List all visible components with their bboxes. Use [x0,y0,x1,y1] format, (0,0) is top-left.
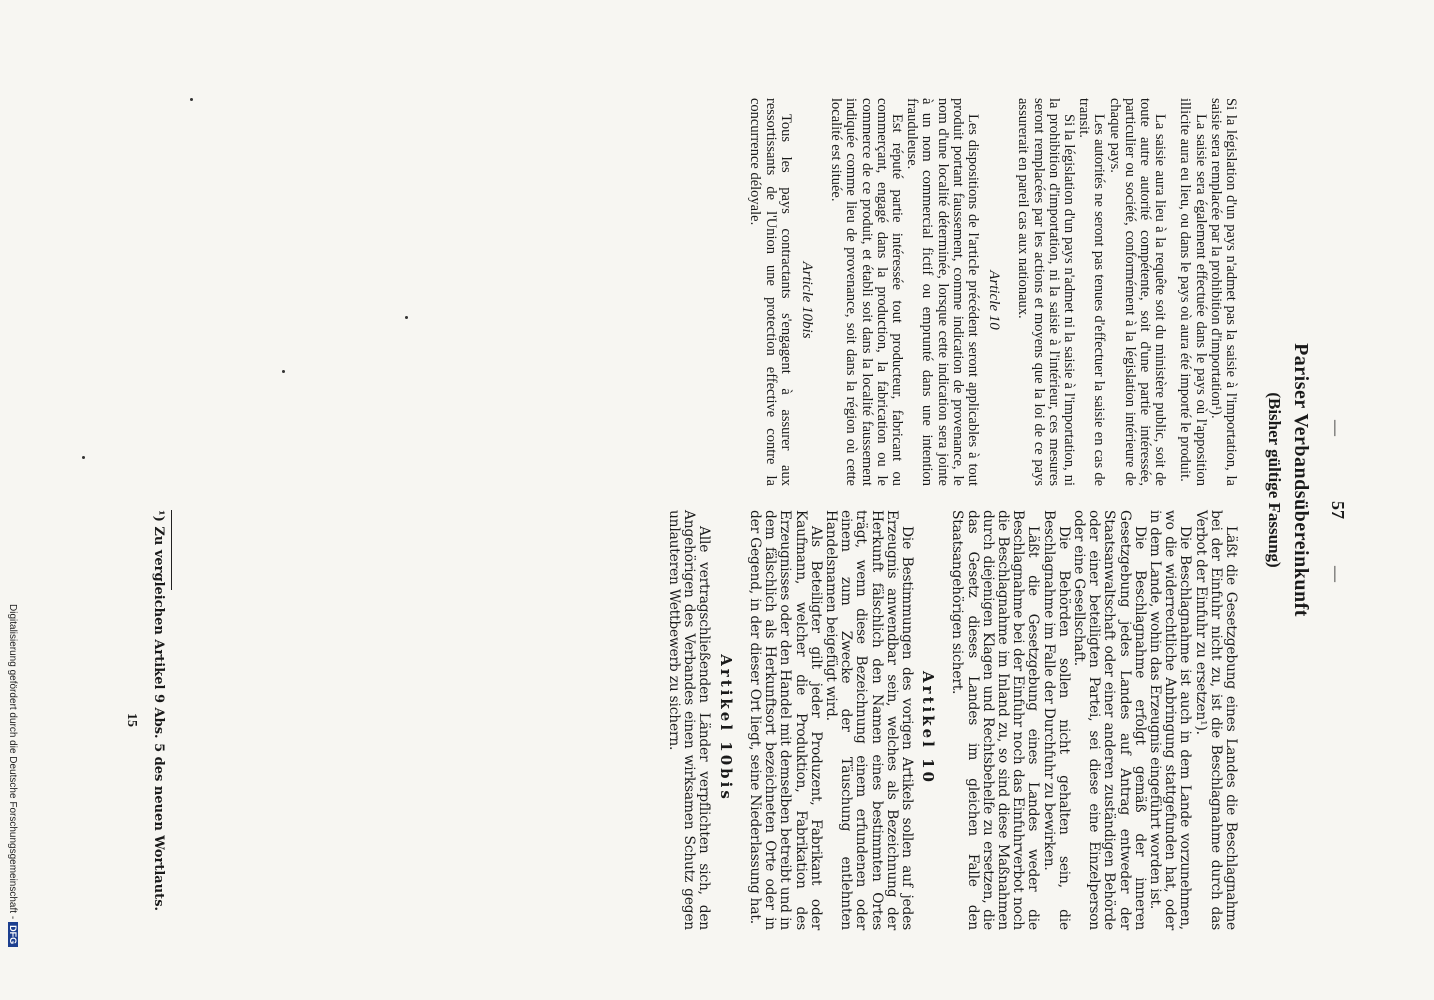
footnote-rule [171,510,172,590]
page-number: 57 [1328,501,1348,519]
de-art10-heading: Artikel 10 [919,671,938,785]
french-column [747,98,1238,486]
de-art10-p1: Die Bestimmungen des vorigen Artikels sollen auf jedes Erzeugnis anwendbar sein, welches als Bezeichnung der Herkunft fälschlich den Namen eines bestimmten Ortes trägt, wenn diese Bezeichnung einem erfundenen oder einem zum Zwecke der Täuschung entlehnten Handelsnamen beigefügt wird. [822,510,915,930]
de-art10bis-p1: Alle vertragschließenden Länder verpflichten sich, den Angehörigen des Verbandes einen wirksamen Schutz gegen unlauteren Wettbewerb zu sichern. [666,510,713,930]
de-intro-p3: Die Beschlagnahme erfolgt gemäß der inneren Gesetzgebung jedes Landes auf Antrag entweder der Staatsanwaltschaft oder einer anderen zuständigen Behörde oder einer beteiligten Partei, sei diese eine Einzelperson oder eine Gesellschaft. [1070,510,1148,930]
german-column [666,510,1238,930]
fr-art10bis-heading: Article 10bis [798,261,815,339]
de-art10bis-heading: Artikel 10bis [716,654,735,802]
de-intro-p4: Die Behörden sollen nicht gehalten sein, die Beschlagnahme im Falle der Durchfuhr zu bewirken. [1040,510,1072,930]
de-intro-p5: Läßt die Gesetzgebung eines Landes weder die Beschlagnahme bei der Einfuhr noch das Einfuhrverbot noch die Beschlagnahme im Inland zu, so sind diese Maßnahmen durch diejenigen Klagen und Rechtsbehelfe zu ersetzen, die das Gesetz dieses Landes im gleichen Falle den Staatsangehörigen sichert. [949,510,1042,930]
fr-intro-p5: Si la législation d'un pays n'admet ni la saisie à l'importation, ni la prohibition d'importation, ni la saisie à l'intérieur, ces mesures seront remplacées par les actions et moyens que la loi de ce pays assurerait en pareil cas aux nationaux. [1015,98,1077,486]
header-dash-right: — [1327,566,1344,582]
header-dash-left: — [1327,420,1344,436]
de-art10-p2: Als Beteiligter gilt jeder Produzent, Fabrikant oder Kaufmann, welcher die Produktion, Fabrikation des Erzeugnisses oder den Handel mit demselben betreibt und in dem fälschlich als Herkunftsort bezeichneten Orte oder in der Gegend, in der dieser Ort liegt, seine Niederlassung hat. [746,510,824,930]
scan-speck [405,316,408,319]
scan-speck [282,370,285,373]
de-intro-p1: Läßt die Gesetzgebung eines Landes die Beschlagnahme bei der Einfuhr nicht zu, ist die Beschlagnahme durch das Verbot der Einfuhr zu ersetzen¹). [1192,510,1239,930]
scan-speck [82,456,85,459]
dfg-logo-icon: DFG [8,922,18,947]
digitization-note-text: Digitalisierung gefördert durch die Deutsche Forschungsgemeinschaft - [7,604,18,920]
fr-intro-p2: La saisie sera également effectuée dans le pays où l'apposition illicite aura eu lieu, ou dans le pays où aura été importé le produit. [1177,98,1209,486]
fr-art10bis-p1: Tous les pays contractants s'engagent à assurer aux ressortissants de l'Union une protection effective contre la concurrence déloyale. [747,98,794,486]
page-footer-number: 15 [124,713,139,727]
fr-intro-p4: Les autorités ne seront pas tenues d'effectuer la saisie en cas de transit. [1076,98,1108,486]
footnote: ¹) Zu vergleichen Artikel 9 Abs. 5 des neuen Wortlauts. [151,510,166,912]
fr-art10-p2: Est réputé partie intéressée tout producteur, fabricant ou commerçant, engagé dans la production, la fabrication ou le commerce de ce produit, et établi soit dans la localité faussement indiquée comme lieu de provenance, soit dans la région où cette localité est située. [828,98,905,486]
fr-art10-p1: Les dispositions de l'article précédent seront applicables à tout produit portant faussement, comme indication de provenance, le nom d'une localité déterminée, lorsque cette indication sera jointe à un nom commercial fictif ou emprunté dans une intention frauduleuse. [904,98,981,486]
document-title: Pariser Verbandsübereinkunft [1290,343,1312,617]
de-intro-p2: Die Beschlagnahme ist auch in dem Lande vorzunehmen, wo die widerrechtliche Anbringung stattgefunden hat, oder in dem Lande, wohin das Erzeugnis eingeführt worden ist. [1146,510,1194,930]
digitization-note [0,604,18,994]
fr-intro-p1: Si la législation d'un pays n'admet pas la saisie à l'importation, la saisie sera remplacée par la prohibition d'importation¹). [1207,98,1239,486]
fr-art10-heading: Article 10 [986,270,1003,330]
scan-speck [190,98,193,101]
fr-intro-p3: La saisie aura lieu à la requête soit du ministère public, soit de toute autre autorité compétente, soit d'une partie intéressée, particulier ou société, conformément à la législation intérieure de chaque pays. [1106,98,1169,486]
document-subtitle: (Bisher gültige Fassung) [1265,392,1284,568]
